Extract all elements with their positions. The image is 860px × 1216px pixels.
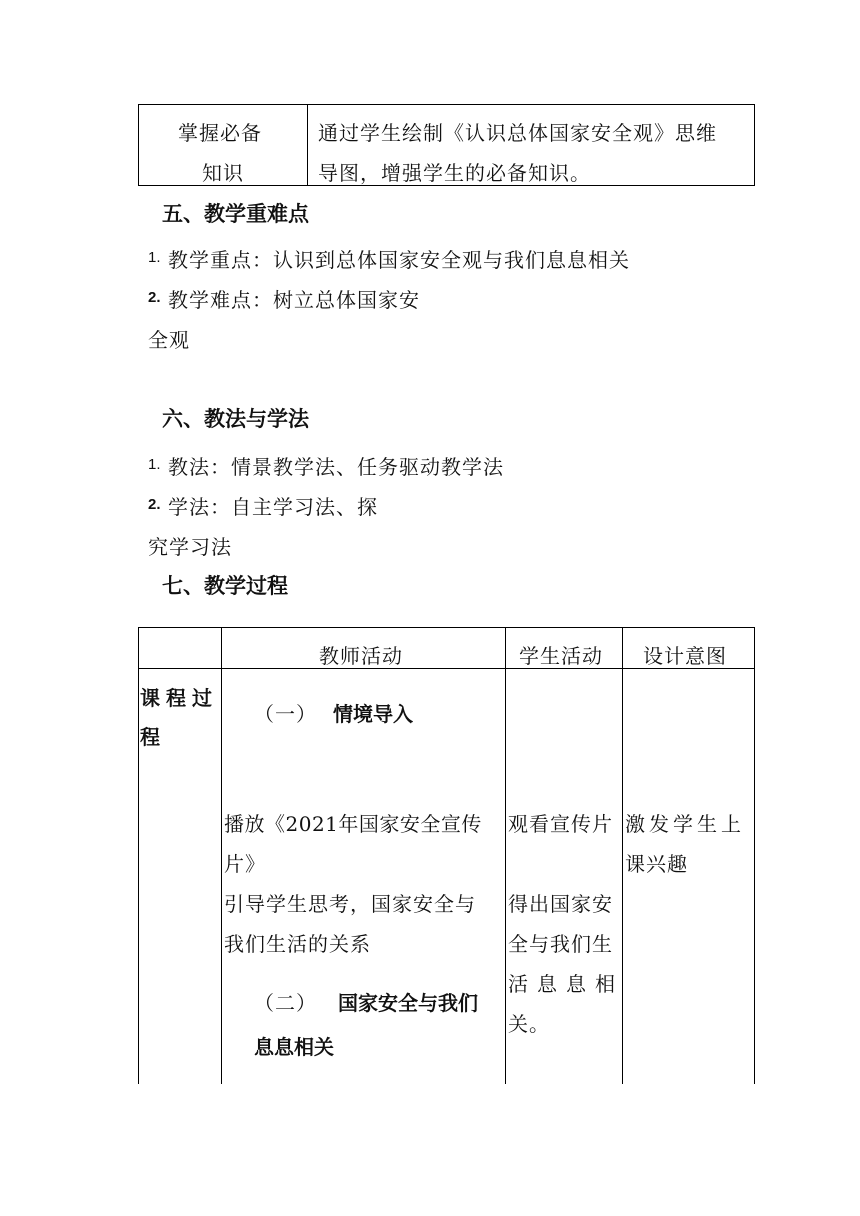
row-label-line1: 课程过 xyxy=(140,686,218,710)
section5-item2-text: 教学难点：树立总体国家安 xyxy=(168,288,420,312)
student-line2: 得出国家安 xyxy=(508,892,613,916)
table-border-divider xyxy=(307,104,308,186)
section7-heading: 七、教学过程 xyxy=(162,574,288,598)
teacher-part1-heading: 情境导入 xyxy=(333,702,413,726)
student-line4: 活息息相 xyxy=(508,972,624,996)
process-table-col-divider-2 xyxy=(505,627,506,1084)
section5-item2-continuation: 全观 xyxy=(148,328,190,352)
student-line1: 观看宣传片 xyxy=(508,812,613,836)
header-student-activity: 学生活动 xyxy=(519,644,603,668)
student-line3: 全与我们生 xyxy=(508,932,613,956)
table-border-right xyxy=(754,104,755,186)
section6-item2-number: 2. xyxy=(148,496,161,513)
section6-item1-text: 教法：情景教学法、任务驱动教学法 xyxy=(168,455,504,479)
section5-heading: 五、教学重难点 xyxy=(162,202,309,226)
teacher-line3: 引导学生思考，国家安全与 xyxy=(224,892,476,916)
teacher-part2-heading: 国家安全与我们 xyxy=(338,991,478,1015)
table-border-left xyxy=(138,104,139,186)
section6-item1-number: 1. xyxy=(148,456,161,473)
cell-label-line2: 知识 xyxy=(202,161,244,185)
intent-line1: 激发学生上 xyxy=(625,812,745,836)
section5-item1-number: 1. xyxy=(148,249,161,266)
process-table-border-right xyxy=(754,627,755,1084)
row-label-line2: 程 xyxy=(140,725,160,749)
teacher-line4: 我们生活的关系 xyxy=(224,932,371,956)
process-table-col-divider-1 xyxy=(221,627,222,1084)
header-teacher-activity: 教师活动 xyxy=(319,644,403,668)
table-border-top xyxy=(138,104,755,105)
teacher-part2-heading-cont: 息息相关 xyxy=(254,1035,334,1059)
section6-item2-text: 学法：自主学习法、探 xyxy=(168,495,378,519)
teacher-line1: 播放《2021年国家安全宣传 xyxy=(224,812,482,836)
section6-heading: 六、教法与学法 xyxy=(162,407,309,431)
process-table-border-top xyxy=(138,627,755,628)
student-line5: 关。 xyxy=(508,1012,550,1036)
process-table-col-divider-3 xyxy=(622,627,623,1084)
section5-item2-number: 2. xyxy=(148,289,161,306)
section5-item1-text: 教学重点：认识到总体国家安全观与我们息息相关 xyxy=(168,248,630,272)
cell-content-line2: 导图，增强学生的必备知识。 xyxy=(318,161,591,185)
cell-label-line1: 掌握必备 xyxy=(178,121,262,145)
teacher-part2-number: （二） xyxy=(254,991,317,1015)
section6-item2-continuation: 究学习法 xyxy=(148,535,232,559)
header-design-intent: 设计意图 xyxy=(643,644,727,668)
process-table-border-left xyxy=(138,627,139,1084)
intent-line2: 课兴趣 xyxy=(625,852,688,876)
cell-content-line1: 通过学生绘制《认识总体国家安全观》思维 xyxy=(318,121,717,145)
teacher-part1-number: （一） xyxy=(254,702,317,726)
teacher-line2: 片》 xyxy=(224,852,266,876)
